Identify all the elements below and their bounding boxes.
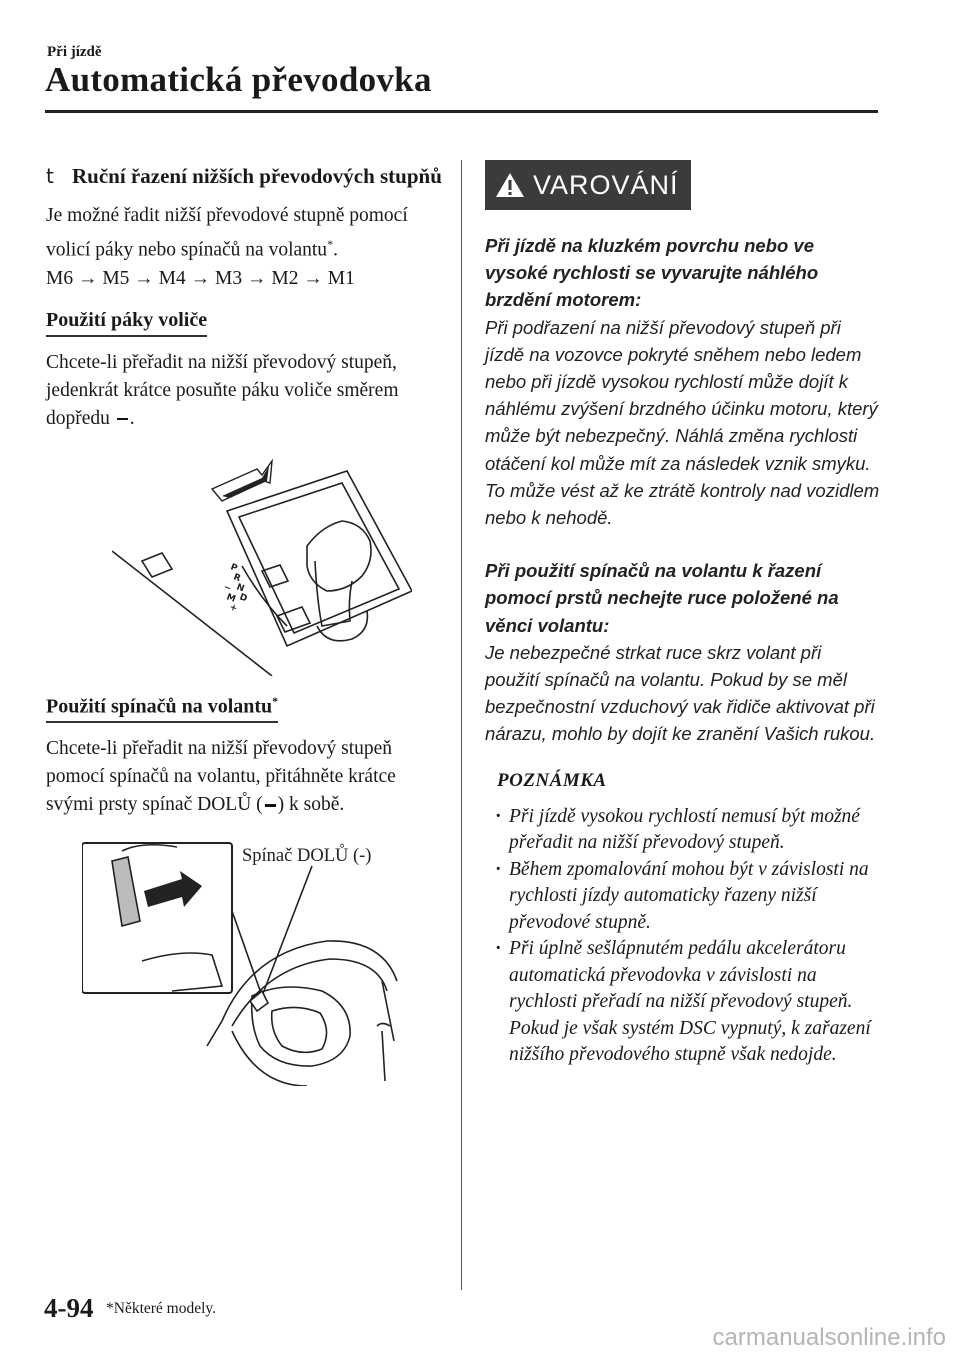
warning-heading-1: Při jízdě na kluzkém povrchu nebo ve vysoké rychlosti se vyvarujte náhlého brzdění motorem: (485, 235, 819, 311)
section-bullet: t (46, 164, 54, 188)
warning-badge (485, 160, 691, 210)
section-heading (46, 162, 446, 190)
intro-paragraph: Je možné řadit nižší převodové stupně pomocí volicí páky nebo spínačů na volantu*. M6 → M5 → M4 → M3 → M2 → M1 (46, 205, 408, 289)
breadcrumb: Při jízdě (47, 44, 102, 60)
lever-text-end: . (129, 407, 135, 429)
gate-label-m: M (224, 591, 237, 605)
warning-paragraph-1 (485, 232, 880, 531)
lever-text: Chcete-li přeřadit na nižší převodový stupeň, jedenkrát krátce posuňte páku voliče směrem dopředu (46, 351, 399, 429)
gate-label-d: D (237, 591, 249, 604)
gate-label-r: R (231, 571, 242, 584)
paddle-callout: Spínač DOLŮ (-) (242, 846, 372, 867)
minus-icon (265, 804, 276, 807)
note-item: · Během zpomalování mohou být v závislosti na rychlosti jízdy automaticky řazeny nižší převodové stupně. (505, 857, 880, 937)
selector-lever-illustration (112, 451, 412, 676)
gear-sequence: M6 → M5 → M4 → M3 → M2 → M1 (46, 267, 355, 289)
gate-label-n: N (234, 581, 246, 594)
title-rule (45, 110, 878, 113)
warning-paragraph-2 (485, 557, 880, 747)
lever-paragraph (46, 349, 446, 433)
warning-heading-2: Při použití spínačů na volantu k řazení pomocí prstů nechejte ruce položené na věnci volantu: (485, 560, 839, 636)
watermark: carmanualsonline.info (712, 1324, 946, 1351)
left-column (46, 160, 446, 1086)
warning-text-2: Je nebezpečné strkat ruce skrz volant při použití spínačů na volantu. Pokud by se měl bezpečnostní vzduchový vak řidiče aktivovat při nárazu, mohlo by dojít ke zranění Vašich rukou. (485, 641, 876, 745)
minus-icon (117, 418, 128, 421)
gate-label-p: P (228, 561, 239, 574)
paddle-heading: Použití spínačů na volantu* (46, 688, 278, 724)
lever-heading: Použití páky voliče (46, 307, 207, 337)
paddle-paragraph (46, 735, 446, 819)
note-item: · Při jízdě vysokou rychlostí nemusí být možné přeřadit na nižší převodový stupeň. (505, 804, 880, 857)
warning-text-1: Při podřazení na nižší převodový stupeň při jízdě na vozovce pokryté sněhem nebo ledem nebo při jízdě vysokou rychlostí může dojít k náhlému zvýšení brzdného účinku motoru, který může být nebezpečný. Náhlá změna rychlosti otáčení kol může mít za následek vznik smyku. To může vést až ke ztrátě kontroly nad vozidlem nebo k nehodě. (485, 316, 880, 529)
right-column (485, 160, 880, 1069)
note-list (485, 804, 880, 1069)
paddle-text: Chcete-li přeřadit na nižší převodový stupeň pomocí spínačů na volantu, přitáhněte krátce svými prsty spínač DOLŮ ( (46, 738, 396, 816)
footnote: *Některé modely. (106, 1300, 217, 1317)
section-title: Ruční řazení nižších převodových stupňů (72, 164, 442, 188)
intro-text: Je možné řadit nižší převodové stupně pomocí volicí páky nebo spínačů na volantu (46, 205, 408, 261)
warning-triangle-icon (495, 171, 525, 199)
paddle-shifter-illustration (82, 831, 442, 1086)
page-number: 4-94 (44, 1293, 94, 1323)
note-heading: POZNÁMKA (497, 769, 607, 791)
warning-label: VAROVÁNÍ (533, 169, 679, 200)
paddle-text-end: ) k sobě. (277, 794, 345, 816)
model-asterisk: * (327, 237, 334, 251)
gate-label-minus: − (221, 581, 233, 594)
note-item: · Při úplně sešlápnutém pedálu akcelerátoru automatická převodovka v závislosti na rychlosti přeřadí na nižší převodový stupeň. Pokud je však systém DSC vypnutý, k zařazení nižšího převodového stupně však nedojde. (505, 936, 880, 1069)
gate-label-plus: + (227, 601, 239, 614)
page-title: Automatická převodovka (45, 60, 432, 99)
column-divider (461, 160, 462, 1290)
